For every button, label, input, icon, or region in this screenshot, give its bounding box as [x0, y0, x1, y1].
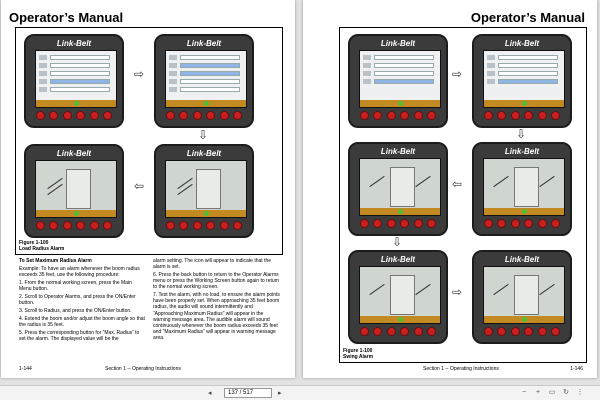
figure-load-radius [15, 27, 283, 255]
procedure-text-column-1 [19, 258, 145, 343]
display-device [348, 34, 448, 128]
device-brand: Link-Belt [186, 39, 222, 48]
arrow-down-icon: ⇩ [516, 127, 527, 141]
chevron-right-icon[interactable]: ▸ [278, 390, 282, 397]
step-6: 6. Press the back button to return to the Operator Alarms menu or press the Working Screen button again to return to the normal working screen. [153, 271, 280, 291]
display-device [154, 34, 254, 128]
device-screen [35, 50, 117, 108]
zoom-out-icon[interactable]: − [521, 389, 527, 396]
step-4: 4. Extend the boom and/or adjust the boom angle so that the radius is 35 feet. [19, 315, 145, 328]
display-device [472, 142, 572, 236]
display-device [154, 144, 254, 238]
device-screen [165, 160, 247, 218]
arrow-right-icon: ⇨ [452, 285, 463, 299]
device-screen [165, 50, 247, 108]
zoom-in-icon[interactable]: + [535, 389, 541, 396]
device-buttons [36, 111, 112, 121]
chevron-left-icon[interactable]: ◂ [208, 390, 212, 397]
device-brand: Link-Belt [504, 255, 540, 264]
page-right [303, 0, 597, 378]
display-device [24, 34, 124, 128]
fit-page-icon[interactable]: ▭ [548, 389, 556, 396]
step-5-continued: alarm setting. The icon will appear to indicate that the alarm is set. [153, 258, 272, 271]
step-5: 5. Press the corresponding button for “Max. Radius” to set the alarm. The displayed value will be the [19, 329, 140, 342]
figure-swing-alarm [339, 27, 587, 363]
device-screen [35, 160, 117, 218]
rotate-icon[interactable]: ↻ [563, 389, 569, 396]
device-brand: Link-Belt [380, 147, 416, 156]
arrow-right-icon: ⇨ [452, 67, 463, 81]
page-number: 1-144 [19, 366, 32, 372]
display-device [472, 250, 572, 344]
figure-caption: Figure 1-100 Load Radius Alarm [19, 240, 65, 252]
page-number: 1-146 [570, 366, 583, 372]
section-footer: Section 1 -- Operating Instructions [423, 366, 499, 372]
step-1: 1. From the normal working screen, press the Main Menu button. [19, 280, 132, 293]
device-brand: Link-Belt [380, 39, 416, 48]
display-device [472, 34, 572, 128]
viewer-toolbar [0, 385, 600, 400]
device-brand: Link-Belt [504, 147, 540, 156]
more-options-icon[interactable]: ⋮ [576, 389, 584, 396]
arrow-down-icon: ⇩ [392, 235, 403, 249]
device-brand: Link-Belt [56, 149, 92, 158]
device-brand: Link-Belt [504, 39, 540, 48]
arrow-right-icon: ⇨ [134, 67, 145, 81]
step-2: 2. Scroll to Operator Alarms, and press the ON/Enter button. [19, 294, 136, 307]
page-left [1, 0, 295, 378]
step-3: 3. Scroll to Radius, and press the ON/Enter button. [19, 307, 132, 314]
device-brand: Link-Belt [186, 149, 222, 158]
figure-caption: Figure 1-100 Swing Alarm [343, 348, 374, 360]
arrow-left-icon: ⇦ [134, 179, 145, 193]
procedure-text-column-2 [153, 258, 281, 343]
arrow-down-icon: ⇩ [198, 128, 209, 142]
example-paragraph: Example: To have an alarm whenever the boom radius exceeds 35 feet, use the following procedure: [19, 266, 140, 279]
device-brand: Link-Belt [56, 39, 92, 48]
display-device [24, 144, 124, 238]
page-title: Operator’s Manual [9, 10, 124, 25]
section-footer: Section 1 -- Operating Instructions [105, 366, 181, 372]
arrow-left-icon: ⇦ [452, 177, 463, 191]
section-heading: To Set Maximum Radius Alarm [19, 258, 92, 264]
device-brand: Link-Belt [380, 255, 416, 264]
display-device [348, 142, 448, 236]
step-7: 7. Test the alarm, with no load, to ensure the alarm points have been properly set. When approaching 35 feet boom radius, the audio will sound intermittently and “Approaching Maximum Radius” will appear in the warning message area. The audible alarm will sound continuously whenever the boom radius exceeds 35 feet and “Maximum Radius” will appear in warning message area. [153, 292, 280, 342]
page-number-input[interactable]: 137 / 517 [224, 388, 272, 398]
page-title: Operator’s Manual [470, 10, 585, 25]
display-device [348, 250, 448, 344]
